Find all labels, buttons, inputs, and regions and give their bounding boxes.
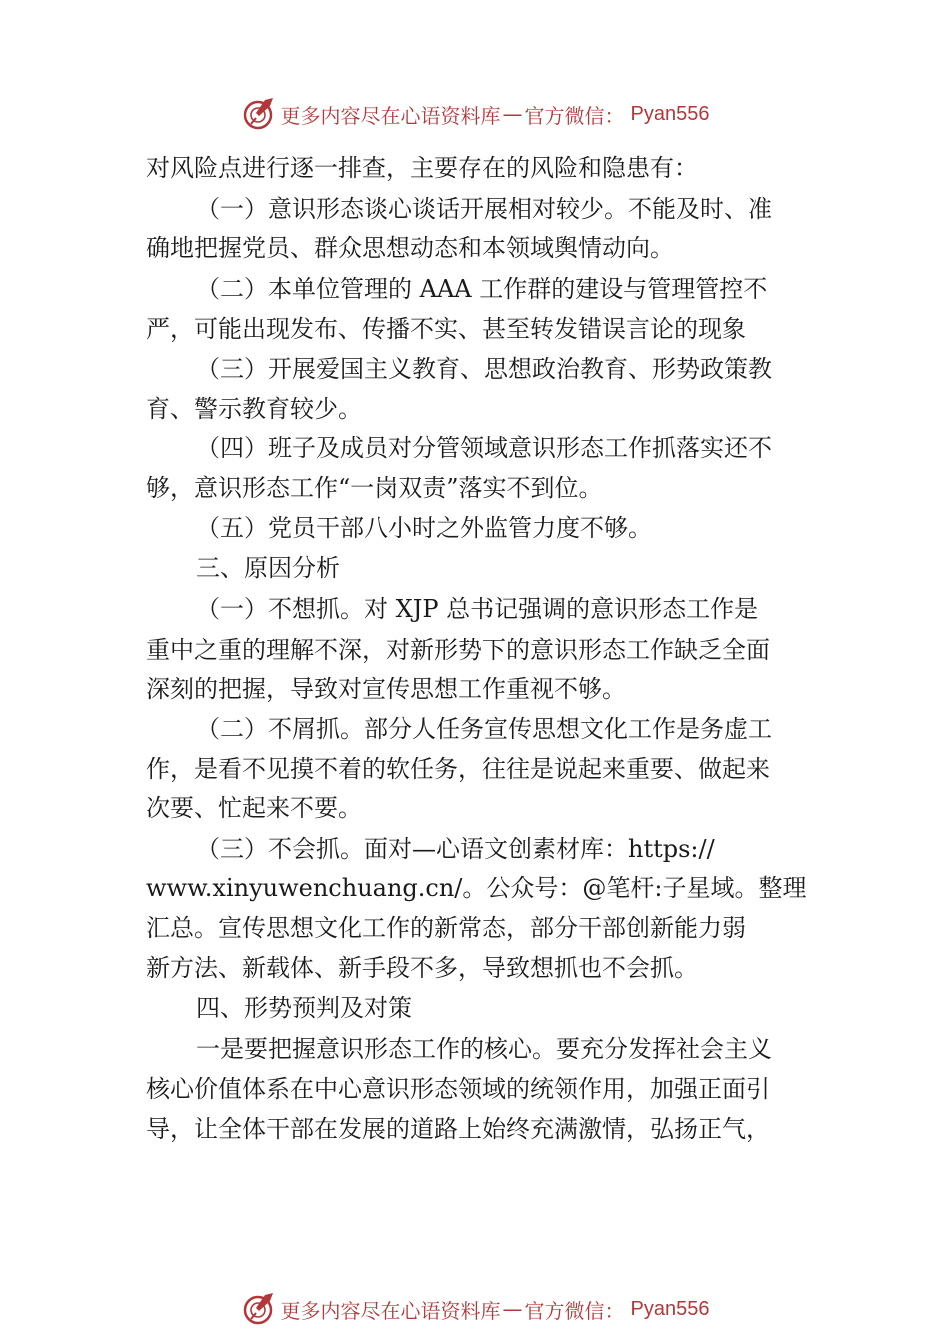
body-line: 对风险点进行逐一排查，主要存在的风险和隐患有： [146, 154, 698, 182]
section-heading: 三、原因分析 [196, 554, 340, 582]
quill-seal-icon [241, 96, 277, 132]
body-line: 严，可能出现发布、传播不实、甚至转发错误言论的现象 [146, 315, 746, 343]
body-line: 作，是看不见摸不着的软任务，往往是说起来重要、做起来 [146, 755, 770, 783]
wechat-id: Pyan556 [630, 102, 710, 125]
body-line: 够，意识形态工作“一岗双责”落实不到位。 [146, 474, 603, 502]
body-line: www.xinyuwenchuang.cn/。公众号：@笔杆:子星域。整理 [146, 874, 807, 902]
body-line: （一）意识形态谈心谈话开展相对较少。不能及时、准 [196, 195, 772, 223]
separator: ： [604, 1298, 625, 1323]
library-text: 更多内容尽在心语资料库 [280, 103, 501, 128]
section-heading: 四、形势预判及对策 [196, 994, 412, 1022]
body-line: （二）不屑抓。部分人任务宣传思想文化工作是务虚工 [196, 715, 772, 743]
body-line: 育、警示教育较少。 [146, 395, 362, 423]
body-line: 汇总。宣传思想文化工作的新常态，部分干部创新能力弱 [146, 914, 746, 942]
body-line: （四）班子及成员对分管领域意识形态工作抓落实还不 [196, 434, 772, 462]
body-line: （三）不会抓。面对—心语文创素材库：https:// [196, 835, 715, 863]
body-line: （三）开展爱国主义教育、思想政治教育、形势政策教 [196, 355, 772, 383]
body-line: 一是要把握意识形态工作的核心。要充分发挥社会主义 [196, 1035, 772, 1063]
quill-seal-icon [241, 1291, 277, 1327]
body-line: 重中之重的理解不深，对新形势下的意识形态工作缺乏全面 [146, 636, 770, 664]
dash: — [502, 102, 523, 126]
body-line: 次要、忙起来不要。 [146, 794, 362, 822]
body-line: 深刻的把握，导致对宣传思想工作重视不够。 [146, 675, 626, 703]
body-line: 确地把握党员、群众思想动态和本领域舆情动向。 [146, 234, 674, 262]
wechat-label: 官方微信 [524, 103, 605, 128]
body-line: 新方法、新载体、新手段不多，导致想抓也不会抓。 [146, 954, 698, 982]
body-line: （五）党员干部八小时之外监管力度不够。 [196, 514, 652, 542]
library-text: 更多内容尽在心语资料库 [280, 1298, 501, 1323]
separator: ： [604, 103, 625, 128]
header-banner [0, 94, 950, 134]
body-line: （一）不想抓。对 XJP 总书记强调的意识形态工作是 [196, 595, 759, 623]
wechat-label: 官方微信 [524, 1298, 605, 1323]
wechat-id: Pyan556 [630, 1297, 710, 1320]
body-line: 导，让全体干部在发展的道路上始终充满激情，弘扬正气， [146, 1115, 770, 1143]
dash: — [502, 1297, 523, 1321]
body-line: 核心价值体系在中心意识形态领域的统领作用，加强正面引 [146, 1075, 770, 1103]
body-line: （二）本单位管理的 AAA 工作群的建设与管理管控不 [196, 275, 768, 303]
footer-banner [0, 1289, 950, 1329]
